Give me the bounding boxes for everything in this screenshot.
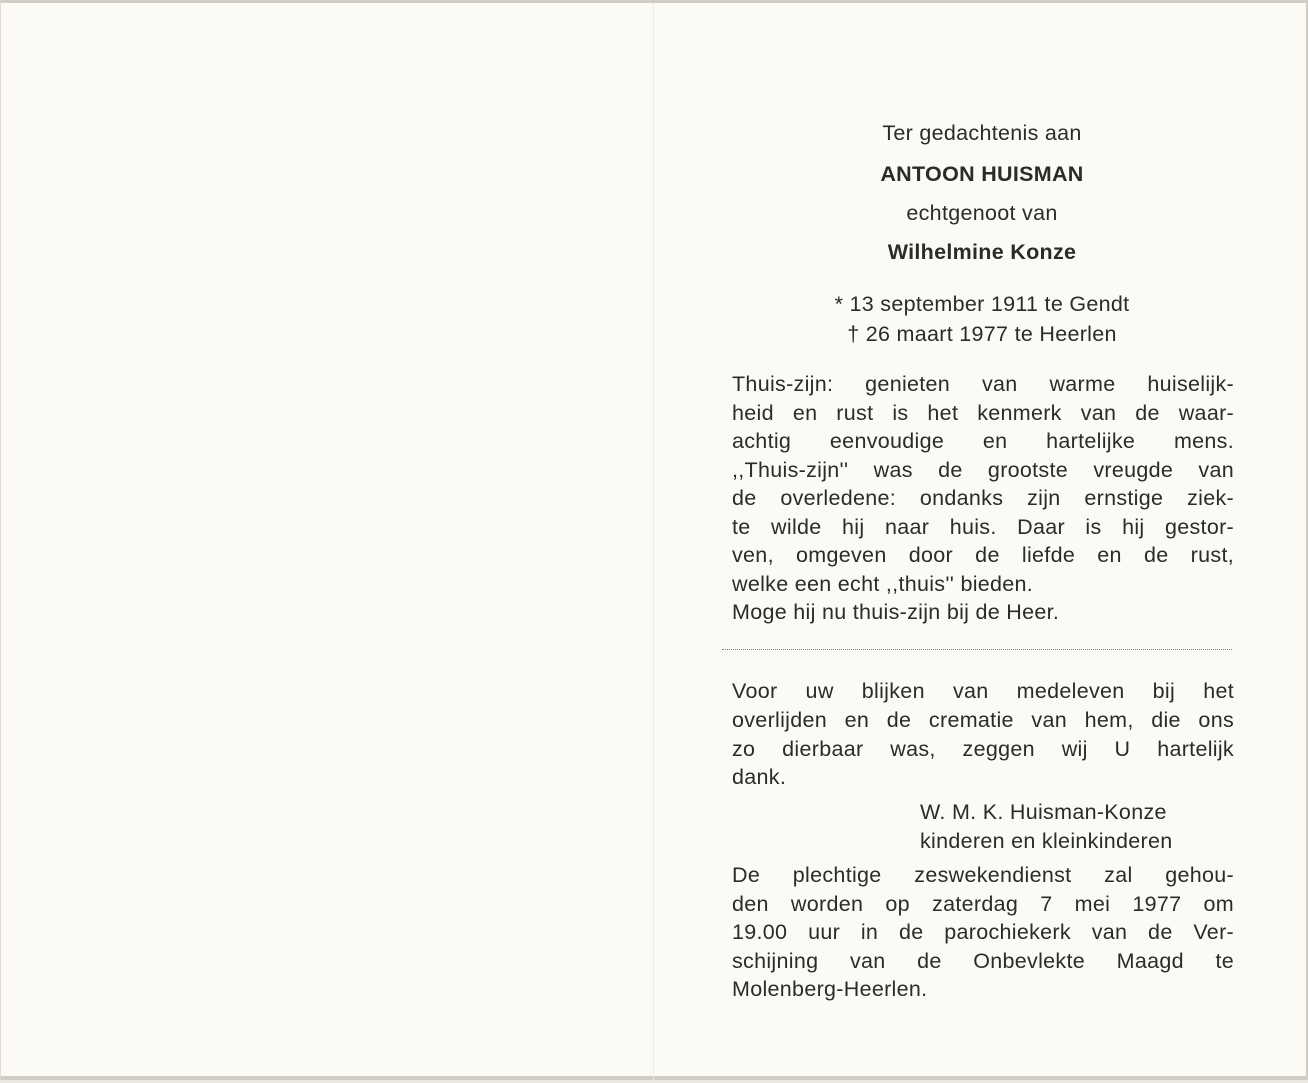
- meditation-line: de overledene: ondanks zijn ernstige ziek-: [732, 486, 1234, 510]
- meditation-line: ,,Thuis-zijn'' was de grootste vreugde van: [732, 458, 1234, 482]
- dotted-divider: [722, 649, 1232, 650]
- intro-text: Ter gedachtenis aan: [882, 121, 1082, 145]
- meditation-line: ven, omgeven door de liefde en de rust,: [732, 543, 1234, 567]
- meditation-line: heid en rust is het kenmerk van de waar-: [732, 401, 1234, 425]
- service-line: Molenberg-Heerlen.: [732, 977, 928, 1001]
- service-line: den worden op zaterdag 7 mei 1977 om: [732, 892, 1234, 916]
- card-text-panel: [728, 3, 1236, 1083]
- spouse-name: Wilhelmine Konze: [887, 240, 1077, 264]
- signature-names: W. M. K. Huisman-Konze: [920, 800, 1167, 824]
- fold-line: [653, 3, 654, 1083]
- signature-family: kinderen en kleinkinderen: [920, 829, 1173, 853]
- service-line: schijning van de Onbevlekte Maagd te: [732, 949, 1234, 973]
- meditation-line: achtig eenvoudige en hartelijke mens.: [732, 429, 1234, 453]
- thanks-line: zo dierbaar was, zeggen wij U hartelijk: [732, 737, 1234, 761]
- thanks-line: overlijden en de crematie van hem, die ons: [732, 708, 1234, 732]
- service-line: 19.00 uur in de parochiekerk van de Ver-: [732, 920, 1234, 944]
- death-line: † 26 maart 1977 te Heerlen: [847, 322, 1117, 346]
- meditation-line: welke een echt ,,thuis'' bieden.: [732, 572, 1034, 596]
- deceased-name: ANTOON HUISMAN: [880, 162, 1084, 186]
- thanks-line: dank.: [732, 765, 787, 789]
- meditation-line: Moge hij nu thuis-zijn bij de Heer.: [732, 600, 1060, 624]
- birth-line: * 13 september 1911 te Gendt: [834, 292, 1130, 316]
- service-line: De plechtige zeswekendienst zal gehou-: [732, 863, 1234, 887]
- relation-text: echtgenoot van: [906, 201, 1058, 225]
- meditation-line: Thuis-zijn: genieten van warme huiselijk-: [732, 372, 1234, 396]
- meditation-line: te wilde hij naar huis. Daar is hij gestor-: [732, 515, 1234, 539]
- thanks-line: Voor uw blijken van medeleven bij het: [732, 679, 1234, 703]
